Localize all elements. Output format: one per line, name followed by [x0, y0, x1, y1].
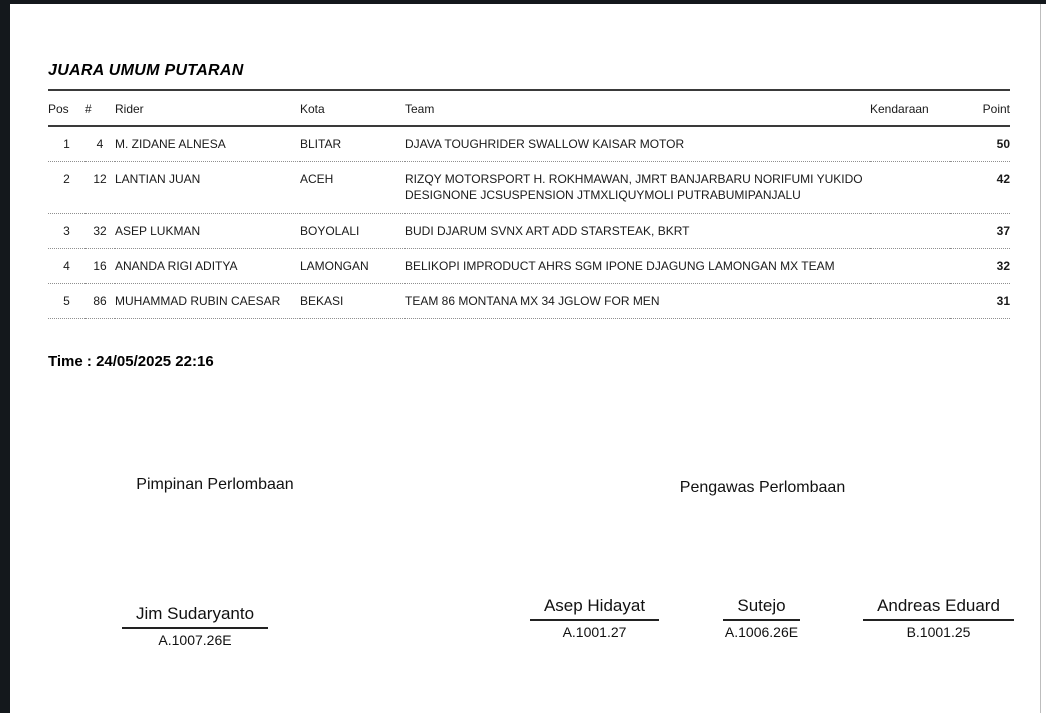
signatory-id: A.1006.26E	[724, 624, 799, 640]
results-table	[48, 91, 1010, 319]
kota-cell: LAMONGAN	[300, 248, 405, 283]
point-cell: 37	[950, 213, 1010, 248]
signatory-id: A.1001.27	[562, 624, 627, 640]
signatory-name: Andreas Eduard	[863, 596, 1014, 621]
kendaraan-cell	[870, 126, 950, 162]
kota-cell: BEKASI	[300, 283, 405, 318]
header-rider: Rider	[115, 91, 300, 126]
kota-cell: BOYOLALI	[300, 213, 405, 248]
point-cell: 50	[950, 126, 1010, 162]
team-cell: BUDI DJARUM SVNX ART ADD STARSTEAK, BKRT	[405, 213, 870, 248]
rider-cell: LANTIAN JUAN	[115, 162, 300, 213]
point-cell: 42	[950, 162, 1010, 213]
num-cell: 4	[85, 126, 115, 162]
race-director-heading: Pimpinan Perlombaan	[136, 476, 294, 493]
kendaraan-cell	[870, 283, 950, 318]
kota-cell: ACEH	[300, 162, 405, 213]
team-cell: BELIKOPI IMPRODUCT AHRS SGM IPONE DJAGUNG LAMONGAN MX TEAM	[405, 248, 870, 283]
signatory-id: B.1001.25	[906, 624, 971, 640]
team-cell: TEAM 86 MONTANA MX 34 JGLOW FOR MEN	[405, 283, 870, 318]
team-cell: DJAVA TOUGHRIDER SWALLOW KAISAR MOTOR	[405, 126, 870, 162]
document-page	[10, 4, 1040, 713]
kota-cell: BLITAR	[300, 126, 405, 162]
table-header-row	[48, 91, 1010, 126]
table-row	[48, 283, 1010, 318]
kendaraan-cell	[870, 248, 950, 283]
rider-cell: MUHAMMAD RUBIN CAESAR	[115, 283, 300, 318]
header-point: Point	[950, 91, 1010, 126]
kendaraan-cell	[870, 213, 950, 248]
header-kendaraan: Kendaraan	[870, 91, 950, 126]
pos-cell: 2	[48, 162, 85, 213]
table-row	[48, 126, 1010, 162]
num-cell: 86	[85, 283, 115, 318]
table-row	[48, 162, 1010, 213]
num-cell: 32	[85, 213, 115, 248]
team-cell: RIZQY MOTORSPORT H. ROKHMAWAN, JMRT BANJARBARU NORIFUMI YUKIDO DESIGNONE JCSUSPENSION JTMXLIQUYMOLI PUTRABUMIPANJALU	[405, 162, 870, 213]
page-right-border	[1040, 4, 1041, 713]
signature-block	[502, 596, 687, 640]
point-cell: 32	[950, 248, 1010, 283]
pos-cell: 5	[48, 283, 85, 318]
signatory-name: Sutejo	[723, 596, 799, 621]
rider-cell: M. ZIDANE ALNESA	[115, 126, 300, 162]
kendaraan-cell	[870, 162, 950, 213]
header-kota: Kota	[300, 91, 405, 126]
viewer-top-edge	[0, 0, 1046, 4]
num-cell: 16	[85, 248, 115, 283]
signature-block	[95, 604, 295, 648]
page-title: JUARA UMUM PUTARAN	[48, 62, 1010, 91]
signatory-id: A.1007.26E	[158, 632, 232, 648]
viewer-left-edge	[0, 0, 10, 713]
signatory-name: Jim Sudaryanto	[122, 604, 268, 629]
header-num: #	[85, 91, 115, 126]
signatory-name: Asep Hidayat	[530, 596, 659, 621]
num-cell: 12	[85, 162, 115, 213]
pos-cell: 1	[48, 126, 85, 162]
rider-cell: ANANDA RIGI ADITYA	[115, 248, 300, 283]
report-content	[48, 62, 1010, 370]
header-pos: Pos	[48, 91, 85, 126]
point-cell: 31	[950, 283, 1010, 318]
signature-block	[846, 596, 1031, 640]
table-row	[48, 213, 1010, 248]
header-team: Team	[405, 91, 870, 126]
time-label: Time : 24/05/2025 22:16	[48, 353, 214, 371]
race-steward-heading: Pengawas Perlombaan	[679, 479, 846, 496]
pos-cell: 4	[48, 248, 85, 283]
signature-block	[680, 596, 843, 640]
pos-cell: 3	[48, 213, 85, 248]
table-row	[48, 248, 1010, 283]
rider-cell: ASEP LUKMAN	[115, 213, 300, 248]
